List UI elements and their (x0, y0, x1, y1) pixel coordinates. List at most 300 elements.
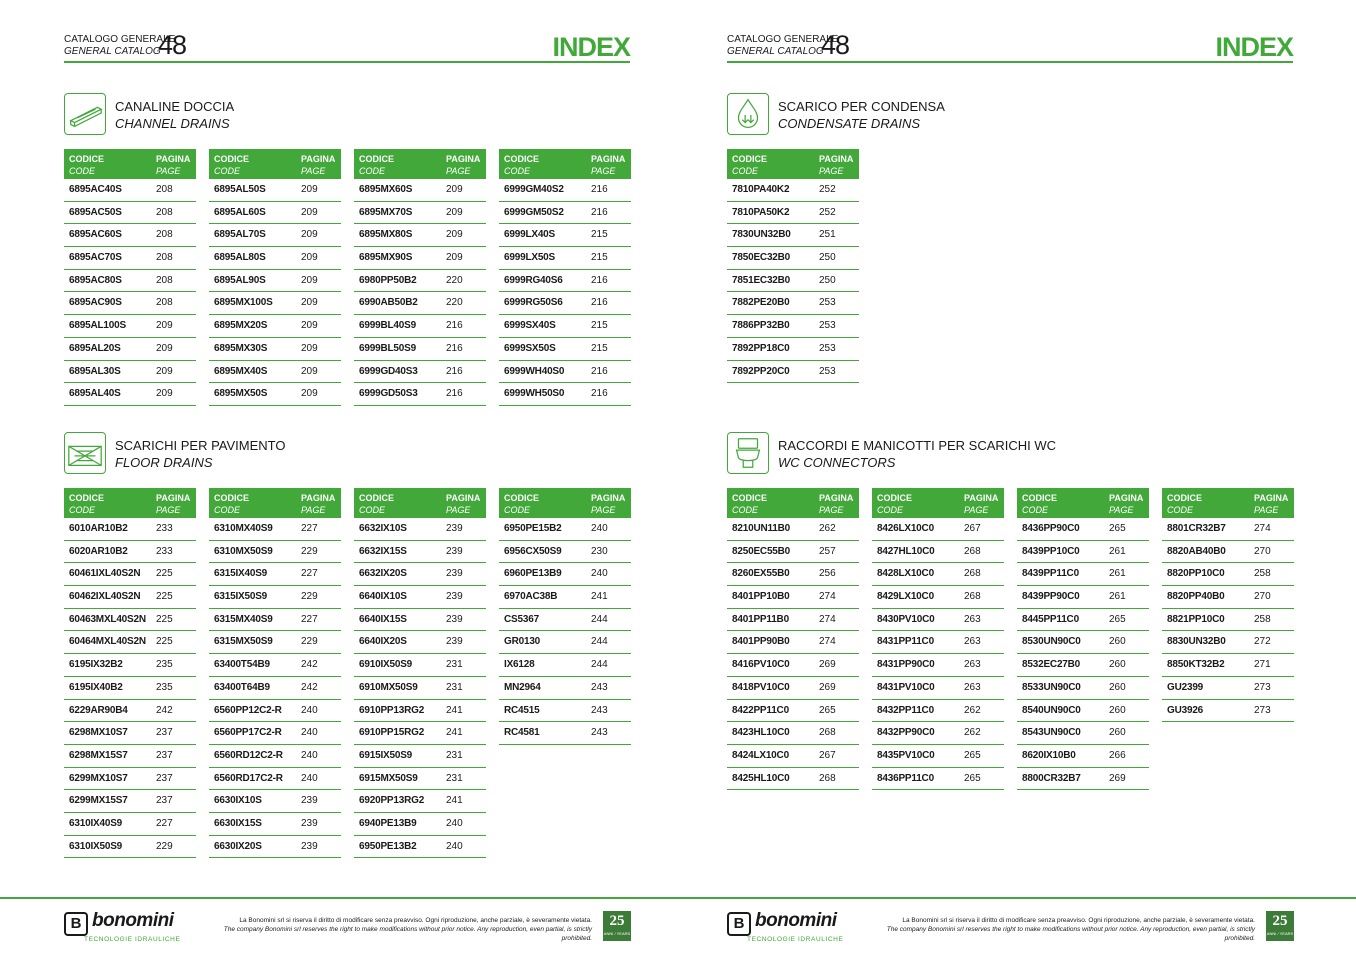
table-row (354, 836, 486, 859)
table-row (354, 677, 486, 700)
table-row (354, 361, 486, 384)
page-header (727, 32, 1293, 63)
product-code: 6999RG40S6 (504, 274, 563, 286)
product-code: 8436PP90C0 (1022, 523, 1080, 534)
table-row (209, 700, 341, 723)
table-header: CODICE CODE PAGINA PAGE (1162, 488, 1294, 518)
table-row (64, 722, 196, 745)
product-code: 6999LX40S (504, 229, 556, 241)
product-code: 8423HL10C0 (732, 727, 790, 739)
page-number: 266 (1109, 749, 1126, 761)
page-number: 242 (301, 659, 318, 671)
product-code: 7892PP18C0 (732, 342, 790, 354)
page-number: 209 (446, 184, 463, 195)
page-number: 231 (446, 659, 463, 671)
page-number: 253 (819, 365, 836, 377)
product-code: 6310MX50S9 (214, 545, 273, 557)
product-code: 6640IX20S (359, 636, 407, 648)
page-number: 267 (819, 749, 836, 761)
table-row (64, 224, 196, 247)
product-code: 6999BL50S9 (359, 342, 416, 354)
table-row (354, 563, 486, 586)
table-row (499, 700, 631, 723)
product-code: 8445PP11C0 (1022, 613, 1079, 625)
product-code: 6895AL100S (69, 320, 126, 332)
product-code: 6999GM50S2 (504, 206, 564, 218)
product-code: 6910MX50S9 (359, 681, 418, 693)
table-row (209, 790, 341, 813)
product-code: MN2964 (504, 681, 541, 693)
page-number: 216 (591, 297, 608, 309)
product-code: 8820AB40B0 (1167, 545, 1226, 557)
code-table (1017, 488, 1149, 790)
bonomini-logo: B bonomini TECNOLOGIE IDRAULICHE (727, 912, 853, 944)
page-number: 216 (446, 320, 463, 332)
table-row (727, 745, 859, 768)
product-code: 6632IX15S (359, 545, 407, 557)
table-row (727, 586, 859, 609)
page-number: 274 (819, 636, 836, 648)
product-code: 8401PP11B0 (732, 613, 789, 625)
table-row (727, 722, 859, 745)
table-row (1017, 722, 1149, 745)
product-code: 6950PE13B2 (359, 840, 417, 852)
product-code: 6020AR10B2 (69, 545, 128, 557)
page-number: 240 (446, 840, 463, 852)
product-code: 8428LX10C0 (877, 568, 934, 580)
page-number: 260 (1109, 659, 1126, 671)
page-number: 216 (591, 184, 608, 195)
table-row (209, 677, 341, 700)
table-row (1162, 586, 1294, 609)
page-number: 257 (819, 545, 836, 557)
page-number: 233 (156, 545, 173, 557)
product-code: 6956CX50S9 (504, 545, 562, 557)
page-number: 263 (964, 613, 981, 625)
product-code: 6895MX50S (214, 388, 268, 400)
product-code: 6315IX40S9 (214, 568, 268, 580)
page-number: 241 (446, 795, 463, 807)
page-number: 268 (964, 568, 981, 580)
code-table (499, 149, 631, 406)
table-row (727, 768, 859, 791)
page-number: 274 (1254, 523, 1271, 534)
product-code: 6315IX50S9 (214, 591, 268, 603)
product-code: 6895AL20S (69, 342, 121, 354)
table-row (499, 631, 631, 654)
table-row (64, 338, 196, 361)
product-code: 6195IX40B2 (69, 681, 123, 693)
page-number: 209 (156, 320, 173, 332)
product-code: 6315MX50S9 (214, 636, 273, 648)
page-number: 253 (819, 297, 836, 309)
product-code: 6895AL40S (69, 388, 121, 400)
page-number: 265 (1109, 523, 1126, 534)
table-row (64, 361, 196, 384)
page-number: 240 (591, 568, 608, 580)
code-table (209, 149, 341, 406)
product-code: 8432PP90C0 (877, 727, 935, 739)
table-header: CODICE CODE PAGINA PAGE (872, 488, 1004, 518)
page-number: 225 (156, 591, 173, 603)
product-code: 63400T54B9 (214, 659, 270, 671)
table-row (872, 722, 1004, 745)
section-title: CANALINE DOCCIA (115, 99, 235, 114)
page-number: 269 (819, 659, 836, 671)
product-code: 6632IX20S (359, 568, 407, 580)
page-number: 250 (819, 252, 836, 264)
index-title: INDEX (552, 32, 630, 62)
table-row (354, 224, 486, 247)
page-number: 261 (1109, 568, 1126, 580)
page-number: 269 (819, 681, 836, 693)
table-row (499, 383, 631, 406)
page-number: 235 (156, 681, 173, 693)
page-number: 253 (819, 342, 836, 354)
page-number: 215 (591, 342, 608, 354)
channel-drain-icon (64, 93, 106, 135)
product-code: 6895AL30S (69, 365, 121, 377)
product-code: 6999GM40S2 (504, 184, 564, 195)
page-number: 209 (446, 252, 463, 264)
product-code: 6999LX50S (504, 252, 556, 264)
page-number: 216 (591, 388, 608, 400)
page-number: 220 (446, 274, 463, 286)
product-code: 7882PE20B0 (732, 297, 790, 309)
table-row (727, 518, 859, 541)
product-code: 6895AL90S (214, 274, 266, 286)
page-number: 258 (1254, 613, 1271, 625)
product-code: 6915IX50S9 (359, 749, 413, 761)
table-row (499, 315, 631, 338)
table-row (209, 836, 341, 859)
page-number: 215 (591, 229, 608, 241)
product-code: 60463MXL40S2N (69, 613, 146, 625)
product-code: 6630IX15S (214, 817, 262, 829)
table-row (64, 247, 196, 270)
table-row (209, 609, 341, 632)
product-code: 8432PP11C0 (877, 704, 934, 716)
product-code: 6632IX10S (359, 523, 407, 534)
page-number: 239 (446, 523, 463, 534)
table-row (872, 518, 1004, 541)
table-row (209, 722, 341, 745)
condensate-drop-icon (727, 93, 769, 135)
product-code: 6895MX60S (359, 184, 413, 195)
table-row (64, 315, 196, 338)
product-code: 7810PA40K2 (732, 184, 790, 195)
product-code: 6910PP15RG2 (359, 727, 425, 739)
table-row (354, 654, 486, 677)
page-number: 231 (446, 749, 463, 761)
product-code: 6298MX15S7 (69, 749, 128, 761)
page-number: 240 (301, 749, 318, 761)
product-code: 8427HL10C0 (877, 545, 935, 557)
table-row (354, 790, 486, 813)
product-code: 6895AC40S (69, 184, 122, 195)
table-row (872, 677, 1004, 700)
product-code: 60464MXL40S2N (69, 636, 146, 648)
page-number: 231 (446, 681, 463, 693)
product-code: RC4515 (504, 704, 540, 716)
section-title: SCARICHI PER PAVIMENTO (115, 438, 286, 453)
table-row (209, 383, 341, 406)
table-row (354, 813, 486, 836)
table-row (209, 631, 341, 654)
page-number: 233 (156, 523, 173, 534)
page-number: 251 (819, 229, 836, 241)
page-number: 256 (819, 568, 836, 580)
table-row (354, 631, 486, 654)
table-row (354, 541, 486, 564)
product-code: 6630IX20S (214, 840, 262, 852)
product-code: 6895AC50S (69, 206, 122, 218)
table-header: CODICE CODE PAGINA PAGE (499, 488, 631, 518)
page-number: 209 (301, 229, 318, 241)
page-header (64, 32, 630, 63)
page-number: 209 (301, 388, 318, 400)
table-row (727, 202, 859, 225)
page-number: 209 (301, 252, 318, 264)
product-code: GR0130 (504, 636, 541, 648)
table-row (1017, 586, 1149, 609)
table-row (354, 270, 486, 293)
page-number: 215 (591, 252, 608, 264)
table-row (209, 654, 341, 677)
page-number: 209 (446, 229, 463, 241)
page-number: 244 (591, 636, 608, 648)
table-row (727, 609, 859, 632)
index-title: INDEX (1215, 32, 1293, 62)
table-row (499, 541, 631, 564)
page-number: 208 (156, 274, 173, 286)
page-number: 240 (301, 704, 318, 716)
table-row (209, 315, 341, 338)
page-number: 261 (1109, 591, 1126, 603)
page-number: 209 (301, 320, 318, 332)
toilet-icon (727, 432, 769, 474)
product-code: 60461IXL40S2N (69, 568, 141, 580)
page-number: 240 (301, 727, 318, 739)
page-number: 209 (301, 342, 318, 354)
section-title: SCARICO PER CONDENSA (778, 99, 945, 114)
page-number: 229 (301, 545, 318, 557)
product-code: 8436PP11C0 (877, 772, 934, 784)
product-code: 6999GD50S3 (359, 388, 418, 400)
product-code: 8821PP10C0 (1167, 613, 1225, 625)
product-code: 8620IX10B0 (1022, 749, 1076, 761)
table-row (1162, 609, 1294, 632)
product-code: 8424LX10C0 (732, 749, 789, 761)
table-row (1162, 654, 1294, 677)
page-number: 237 (156, 727, 173, 739)
product-code: 6560RD17C2-R (214, 772, 283, 784)
page-number: 209 (301, 365, 318, 377)
table-header: CODICE CODE PAGINA PAGE (727, 149, 859, 179)
product-code: 8429LX10C0 (877, 591, 934, 603)
page-number: 209 (156, 365, 173, 377)
table-header: CODICE CODE PAGINA PAGE (499, 149, 631, 179)
page-number: 243 (591, 681, 608, 693)
page-number: 250 (819, 274, 836, 286)
product-code: 6999SX40S (504, 320, 556, 332)
table-row (727, 315, 859, 338)
table-row (727, 270, 859, 293)
page-number: 258 (1254, 568, 1271, 580)
code-table (354, 488, 486, 858)
table-row (64, 836, 196, 859)
page-number: 225 (156, 636, 173, 648)
page-number: 225 (156, 613, 173, 625)
product-code: 6915MX50S9 (359, 772, 418, 784)
page-number: 216 (591, 206, 608, 218)
page-number: 227 (301, 568, 318, 580)
table-header: CODICE CODE PAGINA PAGE (727, 488, 859, 518)
table-row (727, 700, 859, 723)
code-table (64, 149, 196, 406)
product-code: 6970AC38B (504, 591, 558, 603)
product-code: 8401PP90B0 (732, 636, 790, 648)
table-row (872, 768, 1004, 791)
table-row (727, 224, 859, 247)
table-row (354, 609, 486, 632)
product-code: 8210UN11B0 (732, 523, 791, 534)
product-code: 6895MX30S (214, 342, 268, 354)
table-row (499, 202, 631, 225)
table-row (64, 609, 196, 632)
section-subtitle: WC CONNECTORS (778, 455, 896, 470)
product-code: 6950PE15B2 (504, 523, 562, 534)
code-table (64, 488, 196, 858)
code-table (499, 488, 631, 745)
bonomini-logo: B bonomini TECNOLOGIE IDRAULICHE (64, 912, 190, 944)
product-code: 8820PP10C0 (1167, 568, 1225, 580)
page-number: 237 (156, 772, 173, 784)
table-row (354, 247, 486, 270)
table-row (727, 338, 859, 361)
table-row (209, 202, 341, 225)
product-code: 8426LX10C0 (877, 523, 934, 534)
page-number: 239 (446, 545, 463, 557)
table-row (1162, 631, 1294, 654)
table-row (1017, 768, 1149, 791)
page-number: 209 (301, 297, 318, 309)
product-code: 6920PP13RG2 (359, 795, 425, 807)
table-row (64, 518, 196, 541)
table-row (872, 700, 1004, 723)
product-code: GU3926 (1167, 704, 1204, 716)
table-row (209, 247, 341, 270)
product-code: 6630IX10S (214, 795, 262, 807)
page-number: 239 (446, 613, 463, 625)
product-code: 8850KT32B2 (1167, 659, 1225, 671)
page-number: 253 (819, 320, 836, 332)
product-code: 8801CR32B7 (1167, 523, 1226, 534)
table-row (499, 586, 631, 609)
page-number: 241 (446, 727, 463, 739)
page-number: 265 (1109, 613, 1126, 625)
product-code: 8431PV10C0 (877, 681, 935, 693)
page-number: 215 (591, 320, 608, 332)
product-code: 6895AC60S (69, 229, 122, 241)
product-code: 6990AB50B2 (359, 297, 418, 309)
table-row (209, 270, 341, 293)
table-row (1162, 518, 1294, 541)
product-code: RC4581 (504, 727, 540, 739)
table-header: CODICE CODE PAGINA PAGE (354, 488, 486, 518)
page-number: 252 (819, 206, 836, 218)
anniversary-badge: 25 ANNI / YEARS (1266, 911, 1294, 941)
product-code: 8800CR32B7 (1022, 772, 1081, 784)
floor-drain-icon (64, 432, 106, 474)
code-table (209, 488, 341, 858)
anniversary-badge: 25 ANNI / YEARS (603, 911, 631, 941)
table-row (872, 586, 1004, 609)
page-footer (0, 908, 678, 948)
page-number: 229 (156, 840, 173, 852)
product-code: 7851EC32B0 (732, 274, 791, 286)
page-number: 263 (964, 659, 981, 671)
page-number: 229 (301, 591, 318, 603)
table-row (872, 609, 1004, 632)
table-row (209, 563, 341, 586)
page-number: 239 (446, 568, 463, 580)
page-number: 225 (156, 568, 173, 580)
page-number: 260 (1109, 727, 1126, 739)
table-row (1017, 654, 1149, 677)
table-row (499, 292, 631, 315)
page-number: 216 (591, 365, 608, 377)
product-code: 8401PP10B0 (732, 591, 790, 603)
page-number: 262 (964, 704, 981, 716)
table-row (354, 202, 486, 225)
table-row (354, 179, 486, 202)
code-table (354, 149, 486, 406)
table-row (64, 654, 196, 677)
page-number: 268 (964, 545, 981, 557)
page-number: 209 (156, 388, 173, 400)
page-number: 265 (964, 772, 981, 784)
page-number: 265 (819, 704, 836, 716)
product-code: 6910PP13RG2 (359, 704, 425, 716)
product-code: 6195IX32B2 (69, 659, 123, 671)
table-row (872, 631, 1004, 654)
table-row (499, 518, 631, 541)
page-number: 252 (819, 184, 836, 195)
product-code: 7850EC32B0 (732, 252, 791, 264)
table-row (64, 292, 196, 315)
table-row (499, 270, 631, 293)
product-code: 6999WH40S0 (504, 365, 565, 377)
page-number: 209 (446, 206, 463, 218)
section-subtitle: CHANNEL DRAINS (115, 116, 230, 131)
page-number: 241 (591, 591, 608, 603)
table-row (872, 541, 1004, 564)
table-header: CODICE CODE PAGINA PAGE (64, 149, 196, 179)
table-row (209, 586, 341, 609)
product-code: 8830UN32B0 (1167, 636, 1226, 648)
table-row (727, 563, 859, 586)
page-number: 208 (156, 184, 173, 195)
product-code: 6010AR10B2 (69, 523, 128, 534)
product-code: 6910IX50S9 (359, 659, 413, 671)
page-number: 244 (591, 659, 608, 671)
product-code: 6895AC90S (69, 297, 122, 309)
table-row (209, 813, 341, 836)
product-code: 8431PP11C0 (877, 636, 934, 648)
table-row (64, 631, 196, 654)
product-code: 6999RG50S6 (504, 297, 563, 309)
